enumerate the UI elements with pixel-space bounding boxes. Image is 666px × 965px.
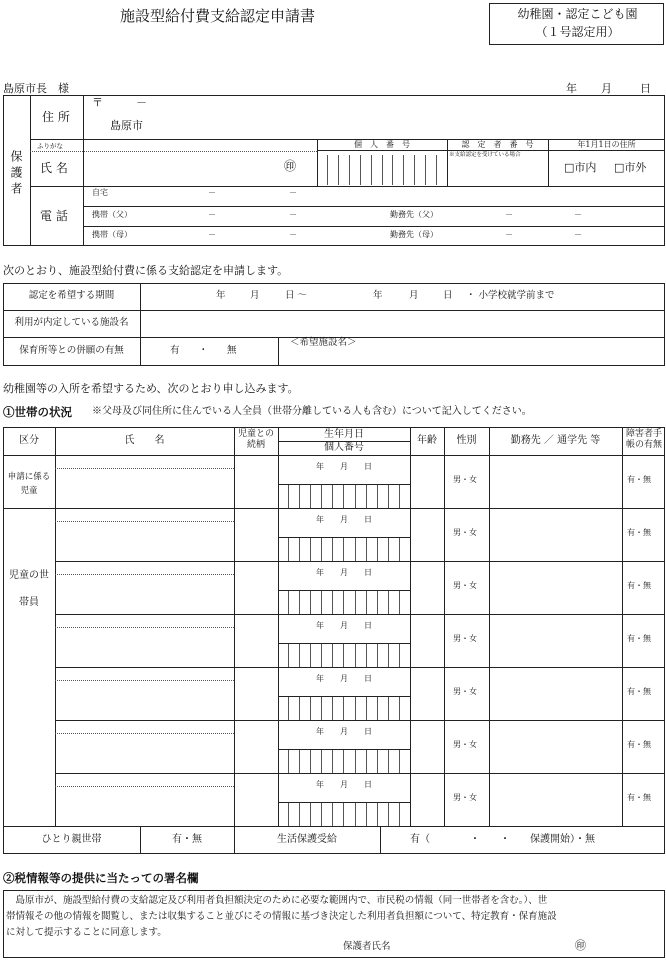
dash: － [208,230,216,239]
date-day: 日 [640,82,651,95]
gender-options[interactable]: 男・女 [453,475,477,484]
period-to-day[interactable]: 日 [443,290,453,301]
intro-text-1: 次のとおり、施設型給付費に係る支給認定を申請します。 [3,264,289,277]
gender-options[interactable]: 男・女 [453,740,477,749]
period-from-day[interactable]: 日 〜 [285,290,308,301]
household-heading: ①世帯の状況 [3,405,72,419]
dash: － [505,210,513,219]
concurrent-options[interactable]: 有 ・ 無 [170,345,237,356]
dash: － [574,210,582,219]
disability-options[interactable]: 有・無 [627,740,651,749]
period-from-month[interactable]: 月 [250,290,260,301]
disability-options[interactable]: 有・無 [627,793,651,802]
applicant-child-label: 申請に係る児童 [7,472,51,496]
single-parent-label: ひとり親世帯 [41,834,102,845]
birth-date[interactable]: 年 月 日 [316,727,372,736]
dash: － [505,230,513,239]
date-year: 年 [566,82,577,95]
kojin-bango-cells[interactable] [278,643,410,667]
period-to-year[interactable]: 年 [373,290,383,301]
page-title: 施設型給付費支給認定申請書 [120,7,316,25]
city-outside-checkbox[interactable]: □市外 [614,161,647,174]
disability-options[interactable]: 有・無 [627,687,651,696]
signature-name-label: 保護者氏名 [343,941,391,952]
birth-date[interactable]: 年 月 日 [316,568,372,577]
dash: － [289,210,297,219]
kojin-bango-header: 個 人 番 号 [354,140,410,149]
kojin-bango-cells[interactable] [278,749,410,773]
addressee: 島原市長 様 [3,82,69,95]
period-label: 認定を希望する期間 [28,290,115,301]
jan1-address-header: 年1月1日の住所 [577,140,636,149]
welfare-label: 生活保護受給 [277,834,337,845]
furigana-label: ふりがな [37,142,63,150]
period-from-year[interactable]: 年 [216,290,226,301]
kojin-bango-cells[interactable] [278,802,410,826]
phone-label: 電 話 [40,209,68,223]
mobile-mother-label: 携帯（母） [92,230,132,239]
household-note: ※父母及び同住所に住んでいる人全員（世帯分離している人も含む）について記入してください。 [92,406,532,417]
gender-options[interactable]: 男・女 [453,634,477,643]
home-phone-label: 自宅 [92,188,108,197]
birth-date[interactable]: 年 月 日 [316,621,372,630]
form-type-line2: （１号認定用） [535,25,620,39]
nintei-note: ※支給認定を受けている場合 [449,152,521,158]
disability-options[interactable]: 有・無 [627,581,651,590]
nintei-header: 認 定 者 番 号 [461,140,534,149]
col-birth: 生年月日 [324,429,364,440]
signature-heading: ②税情報等の提供に当たっての署名欄 [3,871,199,885]
form-type-line1: 幼稚園・認定こども園 [517,7,638,21]
disability-options[interactable]: 有・無 [627,475,651,484]
period-until[interactable]: ・ 小学校就学前まで [466,290,555,301]
guardian-kojin-bango-cells[interactable] [317,155,447,185]
kojin-bango-cells[interactable] [278,696,410,720]
mobile-father-label: 携帯（父） [92,210,132,219]
name-label: 氏 名 [40,161,68,175]
city-inside-checkbox[interactable]: □市内 [564,161,597,174]
dash: － [208,188,216,197]
gender-options[interactable]: 男・女 [453,528,477,537]
name-seal-icon: ㊞ [284,159,297,173]
dash: － [208,210,216,219]
gender-options[interactable]: 男・女 [453,793,477,802]
gender-options[interactable]: 男・女 [453,581,477,590]
address-city[interactable]: 島原市 [110,119,143,132]
consent-text-2: 帯情報その他の情報を閲覧し、または収集すること並びにその情報に基づき決定した利用者負担額について、特定教育・保育施設 [6,911,557,922]
guardian-label: 保護者 [9,150,23,198]
intro-text-2: 幼稚園等の入所を希望するため、次のとおり申し込みます。 [3,382,299,395]
work-father-label: 勤務先（父） [390,210,438,219]
kojin-bango-cells[interactable] [278,537,410,561]
kojin-bango-cells[interactable] [278,590,410,614]
col-name: 氏 名 [124,435,165,446]
disability-options[interactable]: 有・無 [627,634,651,643]
col-kojin: 個人番号 [324,442,364,453]
birth-date[interactable]: 年 月 日 [316,515,372,524]
welfare-value[interactable]: 有（ ・ ・ 保護開始）・無 [410,834,595,845]
facility-label: 利用が内定している施設名 [14,317,129,328]
dash: － [289,230,297,239]
dash: － [574,230,582,239]
col-age: 年齢 [417,435,437,446]
birth-date[interactable]: 年 月 日 [316,462,372,471]
work-mother-label: 勤務先（母） [390,230,438,239]
concurrent-label: 保育所等との併願の有無 [19,345,124,356]
consent-text-1: 島原市が、施設型給付費の支給認定及び利用者負担額決定のために必要な範囲内で、市民税の情報（同一世帯者を含む。）、世 [6,895,548,906]
signature-seal-icon: ㊞ [575,939,586,952]
form-type-box [489,3,664,45]
address-label: 住 所 [42,110,70,124]
birth-date[interactable]: 年 月 日 [316,674,372,683]
birth-date[interactable]: 年 月 日 [316,780,372,789]
postal-code[interactable]: 〒 － [92,96,147,109]
wish-facility-label: ＜希望施設名＞ [290,337,357,348]
period-to-month[interactable]: 月 [409,290,419,301]
date-month: 月 [601,82,612,95]
kojin-bango-cells[interactable] [278,484,410,508]
consent-text-3: に対して提示することに同意します。 [6,927,167,938]
gender-options[interactable]: 男・女 [453,687,477,696]
col-work: 勤務先 ／ 通学先 等 [510,435,601,446]
col-relation: 児童との続柄 [237,429,274,450]
household-members-label: 児童の世帯員 [9,570,49,608]
disability-options[interactable]: 有・無 [627,528,651,537]
col-disability: 障害者手帳の有無 [625,429,662,450]
dash: － [289,188,297,197]
col-gender: 性別 [456,435,477,446]
col-kubun: 区分 [19,435,39,446]
single-parent-options[interactable]: 有・無 [172,834,202,845]
